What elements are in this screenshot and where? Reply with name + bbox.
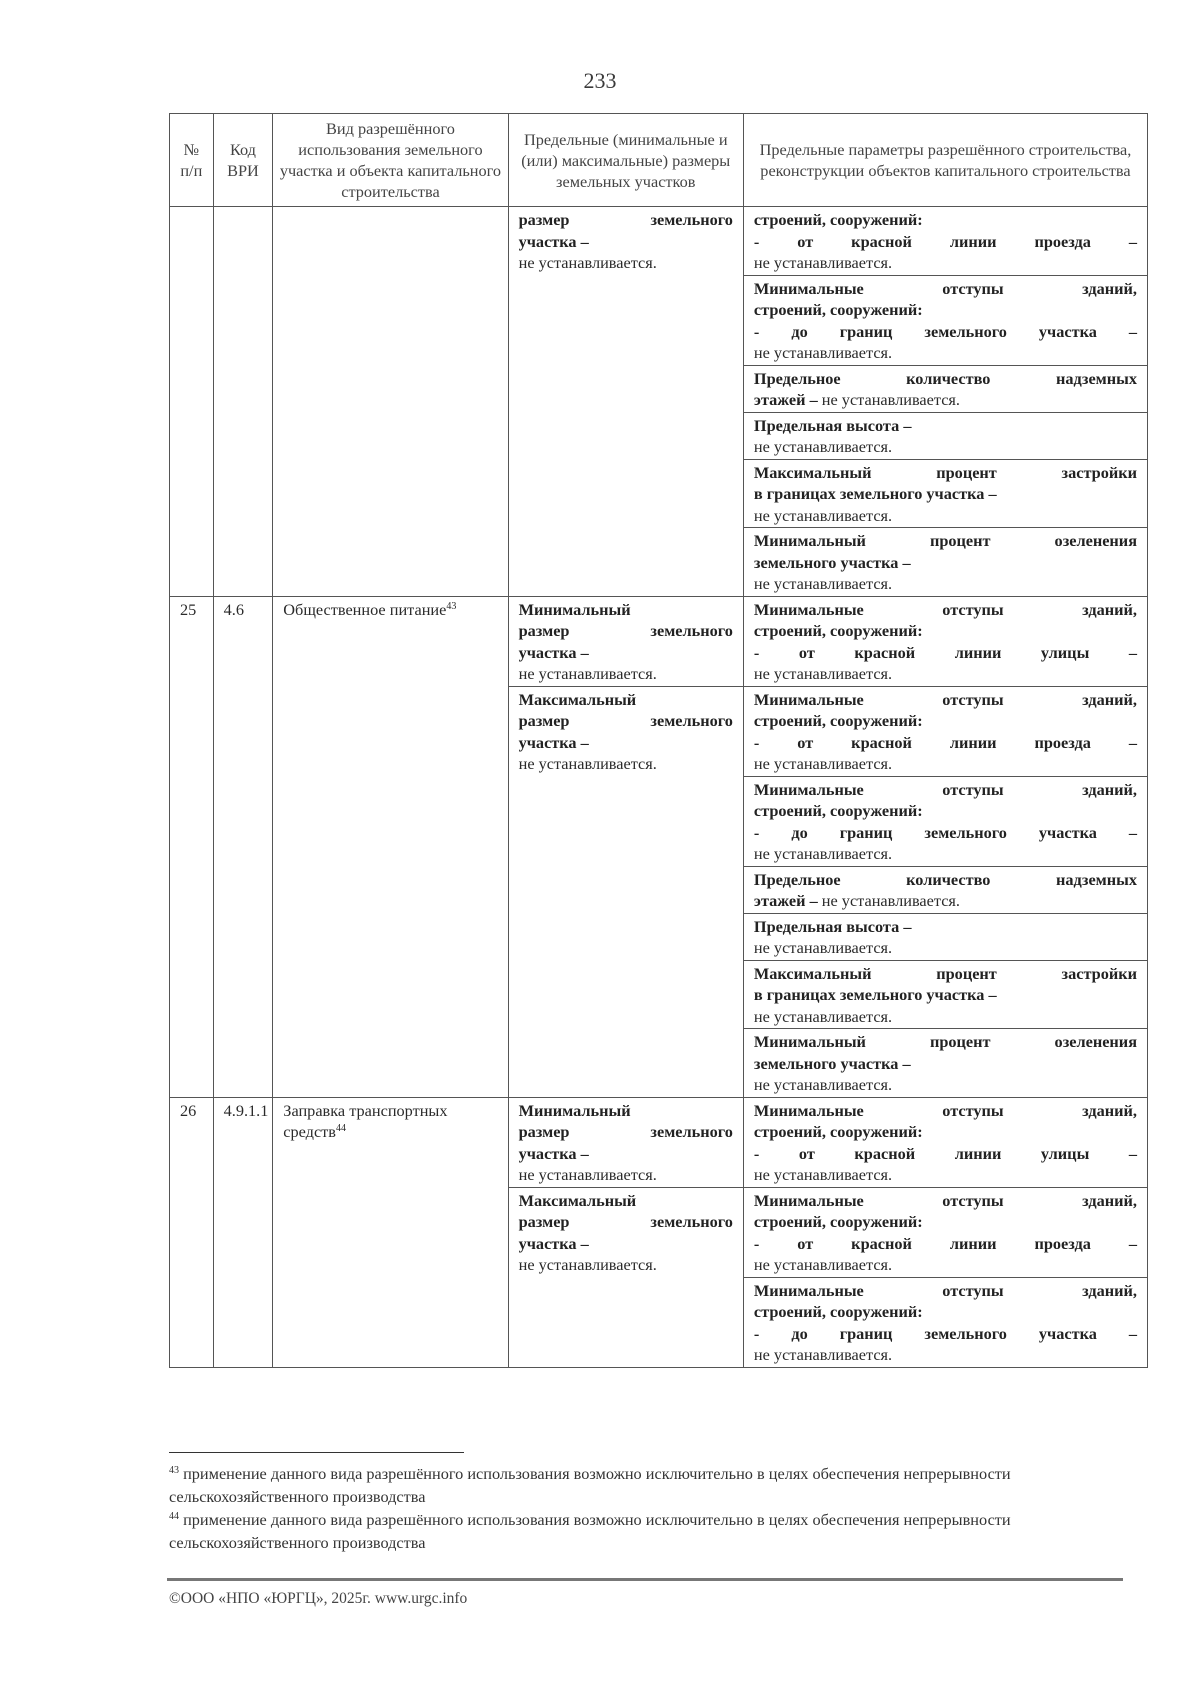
cell-size-max: Максимальный размер земельного участка – не устанавливается. (508, 686, 743, 1097)
regulations-table (169, 113, 1148, 1368)
cell-use: Заправка транспортных средств$^{44}$ (273, 1097, 508, 1367)
table-row (170, 1097, 1148, 1187)
footer-copyright: ©ООО «НПО «ЮРГЦ», 2025г. www.urgc.info (169, 1590, 468, 1607)
footnote: $^{44}$ применение данного вида разрешённого использования возможно исключительно в целях обеспечения непрерывности сельскохозяйственного производства (169, 1510, 1011, 1552)
cell-num: 26 (170, 1097, 214, 1367)
param-cell: Предельное количество надземных этажей – не устанавливается. (743, 365, 1147, 412)
param-cell: Минимальные отступы зданий, строений, сооружений: - от красной линии улицы – не устанавливается. (743, 596, 1147, 686)
param-cell: Минимальный процент озеленения земельного участка – не устанавливается. (743, 1029, 1147, 1098)
table-header-row (170, 114, 1148, 207)
param-cell: Минимальные отступы зданий, строений, сооружений: - до границ земельного участка – не устанавливается. (743, 776, 1147, 866)
param-cell: Предельная высота – не устанавливается. (743, 412, 1147, 459)
param-cell: Минимальные отступы зданий, строений, сооружений: - до границ земельного участка – не устанавливается. (743, 1277, 1147, 1367)
footnotes (169, 1462, 1149, 1554)
page-number: 233 (583, 68, 617, 93)
cell-size-min: Минимальный размер земельного участка – не устанавливается. (508, 596, 743, 686)
footnote: $^{43}$ применение данного вида разрешённого использования возможно исключительно в целях обеспечения непрерывности сельскохозяйственного производства (169, 1464, 1011, 1506)
param-cell: Минимальные отступы зданий, строений, сооружений: - от красной линии проезда – не устанавливается. (743, 1187, 1147, 1277)
header-use: Вид разрешённого использования земельного участка и объекта капитального строительства (273, 114, 508, 207)
footnote-separator (169, 1452, 464, 1453)
cell-code: 4.9.1.1 (213, 1097, 273, 1367)
table-row (170, 596, 1148, 686)
param-cell: Максимальный процент застройки в границах земельного участка – не устанавливается. (743, 459, 1147, 528)
param-cell: строений, сооружений: - от красной линии проезда – не устанавливается. (743, 207, 1147, 276)
cell-size-min: Минимальный размер земельного участка – не устанавливается. (508, 1097, 743, 1187)
cell-use (273, 207, 508, 597)
param-cell: Минимальный процент озеленения земельного участка – не устанавливается. (743, 528, 1147, 597)
footnote-ref: 43 (446, 600, 457, 612)
param-cell: Минимальные отступы зданий, строений, сооружений: - от красной линии улицы – не устанавливается. (743, 1097, 1147, 1187)
table-row (170, 207, 1148, 276)
cell-code (213, 207, 273, 597)
cell-size: размер земельного участка – не устанавливается. (508, 207, 743, 597)
footnote-ref: 44 (336, 1123, 346, 1134)
cell-use: Общественное питание$^{43}$ (273, 596, 508, 1097)
param-cell: Минимальные отступы зданий, строений, сооружений: - до границ земельного участка – не устанавливается. (743, 275, 1147, 365)
header-size: Предельные (минимальные и (или) максимальные) размеры земельных участков (508, 114, 743, 207)
cell-size-max: Максимальный размер земельного участка – не устанавливается. (508, 1187, 743, 1367)
param-cell: Максимальный процент застройки в границах земельного участка – не устанавливается. (743, 960, 1147, 1029)
cell-num (170, 207, 214, 597)
cell-num: 25 (170, 596, 214, 1097)
header-code: Код ВРИ (213, 114, 273, 207)
footer-separator (167, 1578, 1123, 1581)
cell-code: 4.6 (213, 596, 273, 1097)
header-params: Предельные параметры разрешённого строительства, реконструкции объектов капитального строительства (743, 114, 1147, 207)
param-cell: Минимальные отступы зданий, строений, сооружений: - от красной линии проезда – не устанавливается. (743, 686, 1147, 776)
param-cell: Предельная высота – не устанавливается. (743, 913, 1147, 960)
header-num: № п/п (170, 114, 214, 207)
param-cell: Предельное количество надземных этажей – не устанавливается. (743, 866, 1147, 913)
